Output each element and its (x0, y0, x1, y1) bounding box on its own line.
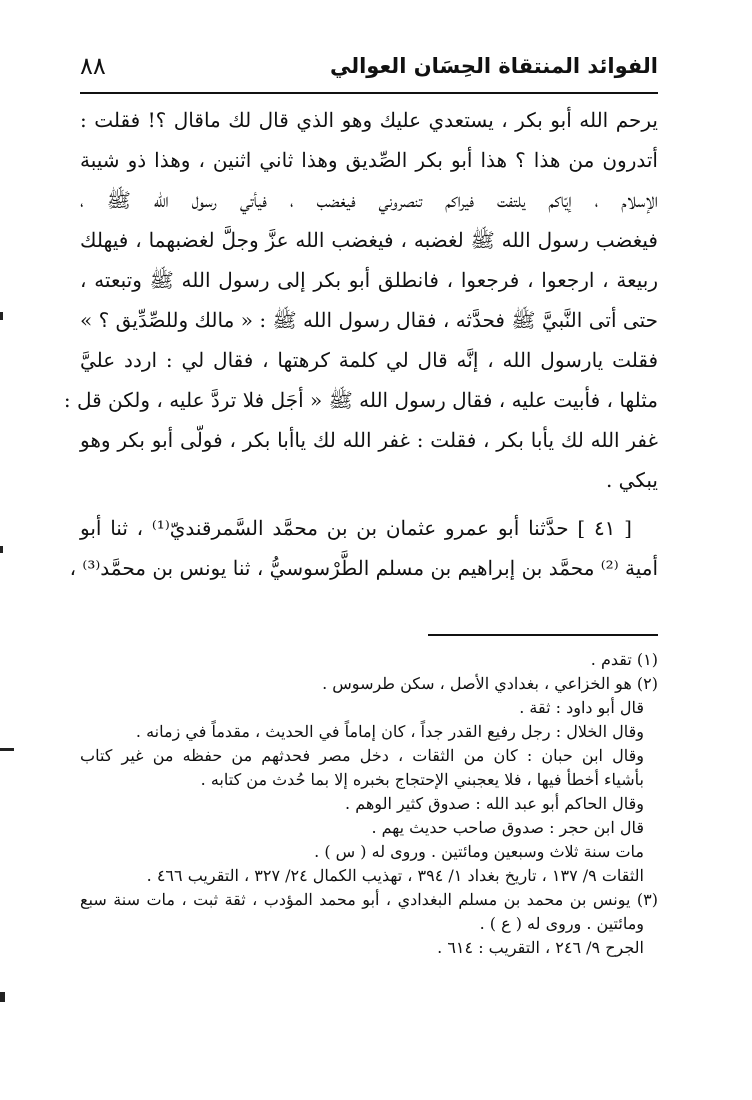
footnote-line: مات سنة ثلاث وسبعين ومائتين . وروى له ( س ) . (314, 842, 644, 861)
text-line: فقلت يارسول الله ، إنَّه قال لي كلمة كرهتها ، فقال لي : اردد عليَّ (80, 348, 658, 372)
footnotes (80, 648, 658, 960)
footnote-line: ومائتين . وروى له ( ع ) . (479, 914, 644, 933)
text-line: الإسلام ، إيّاكم يلتفت فيراكم تنصروني فيغضب ، فيأتي رسول الله ﷺ ، (80, 188, 658, 212)
text-line: فيغضب رسول الله ﷺ لغضبه ، فيغضب الله عزَّ وجلَّ لغضبهما ، فيهلك (80, 228, 658, 252)
footnote-line: (٢) هو الخزاعي ، بغدادي الأصل ، سكن طرسوس . (322, 674, 658, 693)
text-line: أتدرون من هذا ؟ هذا أبو بكر الصِّديق وهذا ثاني اثنين ، وهذا ذو شيبة (80, 148, 658, 172)
footnote-line: قال أبو داود : ثقة . (519, 698, 644, 717)
footnote-line: (٣) يونس بن محمد بن مسلم البغدادي ، أبو محمد المؤدب ، ثقة ثبت ، مات سنة سبع (80, 890, 658, 909)
footnote-line: وقال ابن حبان : كان من الثقات ، دخل مصر فحدثهم من حفظه من غير كتاب (80, 746, 644, 765)
scan-margin-mark (0, 312, 3, 320)
footnote-line: الجرح ٩/ ٢٤٦ ، التقريب : ٦١٤ . (437, 938, 644, 957)
running-header (80, 52, 658, 94)
text-line: أمية ⁽²⁾ محمَّد بن إبراهيم بن مسلم الطَّرْسوسيُّ ، ثنا يونس بن محمَّد⁽³⁾ ، (69, 556, 658, 580)
footnote-line: (١) تقدم . (590, 650, 658, 669)
text-line: يرحم الله أبو بكر ، يستعدي عليك وهو الذي قال لك ماقال ؟! فقلت : (80, 108, 658, 132)
text-line: ربيعة ، ارجعوا ، فرجعوا ، فانطلق أبو بكر إلى رسول الله ﷺ وتبعته ، (80, 268, 658, 292)
paragraph-gap (80, 500, 658, 508)
text-line: غفر الله لك يأبا بكر ، فقلت : غفر الله لك ياأبا بكر ، فولّى أبو بكر وهو (80, 428, 658, 452)
footnote-line: بأشياء أخطأ فيها ، فلا يعجبني الإحتجاج بخبره إلا بما حُدث من كتابه . (200, 770, 644, 789)
main-text (63, 100, 658, 588)
scan-margin-mark (0, 546, 3, 553)
page-number: ٨٨ (80, 52, 106, 80)
header-title: الفوائد المنتقاة الحِسَان العوالي (329, 54, 658, 78)
footnote-line: وقال الخلال : رجل رفيع القدر جداً ، كان إماماً في الحديث ، مقدماً في زمانه . (135, 722, 644, 741)
footnote-line: قال ابن حجر : صدوق صاحب حديث يهم . (371, 818, 644, 837)
footnote-line: الثقات ٩/ ١٣٧ ، تاريخ بغداد ١/ ٣٩٤ ، تهذيب الكمال ٢٤/ ٣٢٧ ، التقريب ٤٦٦ . (146, 866, 644, 885)
scan-margin-mark (0, 992, 5, 1002)
text-line: [ ٤١ ] حدَّثنا أبو عمرو عثمان بن بن محمَّد السَّمرقنديّ⁽¹⁾ ، ثنا أبو (80, 516, 632, 540)
text-line: مثلها ، فأبيت عليه ، فقال رسول الله ﷺ « أجَل فلا تردَّ عليه ، ولكن قل : (63, 388, 658, 412)
text-line: يبكي . (605, 468, 658, 492)
scan-margin-mark (0, 748, 14, 751)
text-line: حتى أتى النَّبيَّ ﷺ فحدَّثه ، فقال رسول الله ﷺ : « مالك وللصِّدِّيق ؟ » (80, 308, 658, 332)
footnote-separator (428, 634, 658, 636)
footnote-line: وقال الحاكم أبو عبد الله : صدوق كثير الوهم . (345, 794, 644, 813)
